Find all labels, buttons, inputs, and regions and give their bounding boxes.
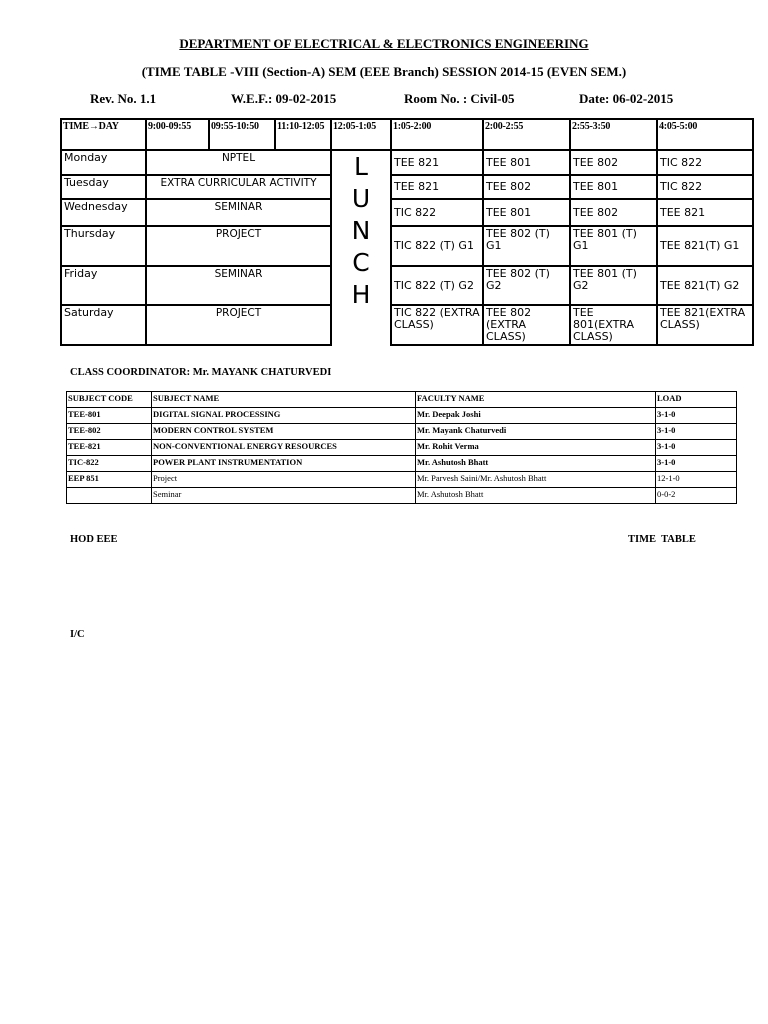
column-header: FACULTY NAME (416, 392, 656, 408)
day-label: Monday (61, 150, 146, 175)
faculty-name: Mr. Ashutosh Bhatt (416, 488, 656, 504)
class-cell: TEE 821 (657, 199, 753, 226)
class-cell: TEE 802 (T) G2 (483, 266, 570, 305)
slot-header: 4:05-5:00 (657, 119, 753, 150)
timetable-grid (60, 118, 754, 346)
morning-activity: EXTRA CURRICULAR ACTIVITY (146, 175, 331, 199)
lunch-break (331, 150, 391, 345)
class-cell: TEE 801(EXTRA CLASS) (570, 305, 657, 345)
slot-header: 9:00-09:55 (146, 119, 209, 150)
subject-load: 3-1-0 (656, 424, 737, 440)
subject-code: TEE-802 (67, 424, 152, 440)
subject-load: 12-1-0 (656, 472, 737, 488)
lunch-letter: L (354, 152, 368, 181)
faculty-name: Mr. Parvesh Saini/Mr. Ashutosh Bhatt (416, 472, 656, 488)
hod-signature-label: HOD EEE (70, 534, 118, 545)
table-row (67, 440, 737, 456)
subject-name: MODERN CONTROL SYSTEM (152, 424, 416, 440)
table-row (67, 472, 737, 488)
timetable-signature-label: TIME TABLE (628, 534, 696, 545)
timetable-subtitle: (TIME TABLE -VIII (Section-A) SEM (EEE Branch) SESSION 2014-15 (EVEN SEM.) (141, 64, 627, 79)
day-label: Wednesday (61, 199, 146, 226)
class-cell: TEE 802 (570, 150, 657, 175)
subject-load: 3-1-0 (656, 408, 737, 424)
timetable-row-tuesday (61, 175, 753, 199)
table-row (67, 456, 737, 472)
class-cell: TIC 822 (391, 199, 483, 226)
class-cell: TEE 821(T) G1 (657, 226, 753, 266)
faculty-name: Mr. Rohit Verma (416, 440, 656, 456)
day-label: Thursday (61, 226, 146, 266)
timetable-row-wednesday (61, 199, 753, 226)
column-header: SUBJECT CODE (67, 392, 152, 408)
morning-activity: SEMINAR (146, 266, 331, 305)
class-cell: TEE 801 (T) G1 (570, 226, 657, 266)
subject-table (66, 391, 737, 504)
morning-activity: PROJECT (146, 226, 331, 266)
class-cell: TEE 821 (391, 175, 483, 199)
class-cell: TEE 802 (T) G1 (483, 226, 570, 266)
lunch-letter: U (351, 184, 371, 213)
class-cell: TEE 821(EXTRA CLASS) (657, 305, 753, 345)
subject-name: NON-CONVENTIONAL ENERGY RESOURCES (152, 440, 416, 456)
class-cell: TIC 822 (657, 175, 753, 199)
slot-header: 11:10-12:05 (275, 119, 331, 150)
department-title: DEPARTMENT OF ELECTRICAL & ELECTRONICS ENGINEERING (179, 36, 589, 51)
class-cell: TEE 801 (483, 199, 570, 226)
column-header: LOAD (656, 392, 737, 408)
column-header: SUBJECT NAME (152, 392, 416, 408)
slot-header: 12:05-1:05 (331, 119, 391, 150)
wef-date: W.E.F.: 09-02-2015 (231, 91, 337, 106)
subject-name: Seminar (152, 488, 416, 504)
lunch-letter: H (351, 280, 371, 309)
class-cell: TEE 801 (483, 150, 570, 175)
room-number: Room No. : Civil-05 (404, 91, 515, 106)
faculty-name: Mr. Mayank Chaturvedi (416, 424, 656, 440)
table-row (67, 408, 737, 424)
slot-header: 2:00-2:55 (483, 119, 570, 150)
faculty-name: Mr. Ashutosh Bhatt (416, 456, 656, 472)
timetable-row-monday (61, 150, 753, 175)
class-cell: TEE 821 (391, 150, 483, 175)
day-label: Tuesday (61, 175, 146, 199)
class-cell: TIC 822 (T) G1 (391, 226, 483, 266)
timetable-row-saturday (61, 305, 753, 345)
subject-name: Project (152, 472, 416, 488)
issue-date: Date: 06-02-2015 (579, 91, 674, 106)
subject-header-row (67, 392, 737, 408)
table-row (67, 488, 737, 504)
subject-code: TEE-801 (67, 408, 152, 424)
slot-header: 2:55-3:50 (570, 119, 657, 150)
class-cell: TIC 822 (T) G2 (391, 266, 483, 305)
subject-load: 3-1-0 (656, 440, 737, 456)
revision-number: Rev. No. 1.1 (90, 91, 157, 106)
time-day-corner: TIME→DAY (61, 119, 146, 150)
ic-signature-label: I/C (70, 629, 85, 640)
class-cell: TEE 801 (T) G2 (570, 266, 657, 305)
slot-header: 09:55-10:50 (209, 119, 275, 150)
faculty-name: Mr. Deepak Joshi (416, 408, 656, 424)
lunch-letter: C (352, 248, 370, 277)
lunch-letter: N (351, 216, 371, 245)
slot-header: 1:05-2:00 (391, 119, 483, 150)
timetable-row-friday (61, 266, 753, 305)
class-cell: TEE 821(T) G2 (657, 266, 753, 305)
table-row (67, 424, 737, 440)
subject-load: 3-1-0 (656, 456, 737, 472)
morning-activity: SEMINAR (146, 199, 331, 226)
subject-code: EEP 851 (67, 472, 152, 488)
day-label: Friday (61, 266, 146, 305)
class-cell: TEE 802 (EXTRA CLASS) (483, 305, 570, 345)
class-cell: TEE 802 (570, 199, 657, 226)
class-coordinator: CLASS COORDINATOR: Mr. MAYANK CHATURVEDI (70, 367, 332, 378)
subject-name: POWER PLANT INSTRUMENTATION (152, 456, 416, 472)
class-cell: TIC 822 (657, 150, 753, 175)
class-cell: TIC 822 (EXTRA CLASS) (391, 305, 483, 345)
morning-activity: PROJECT (146, 305, 331, 345)
subject-code: TEE-821 (67, 440, 152, 456)
subject-load: 0-0-2 (656, 488, 737, 504)
morning-activity: NPTEL (146, 150, 331, 175)
timetable-row-thursday (61, 226, 753, 266)
day-label: Saturday (61, 305, 146, 345)
subject-name: DIGITAL SIGNAL PROCESSING (152, 408, 416, 424)
timetable-header-row (61, 119, 753, 150)
class-cell: TEE 802 (483, 175, 570, 199)
subject-code (67, 488, 152, 504)
subject-code: TIC-822 (67, 456, 152, 472)
class-cell: TEE 801 (570, 175, 657, 199)
